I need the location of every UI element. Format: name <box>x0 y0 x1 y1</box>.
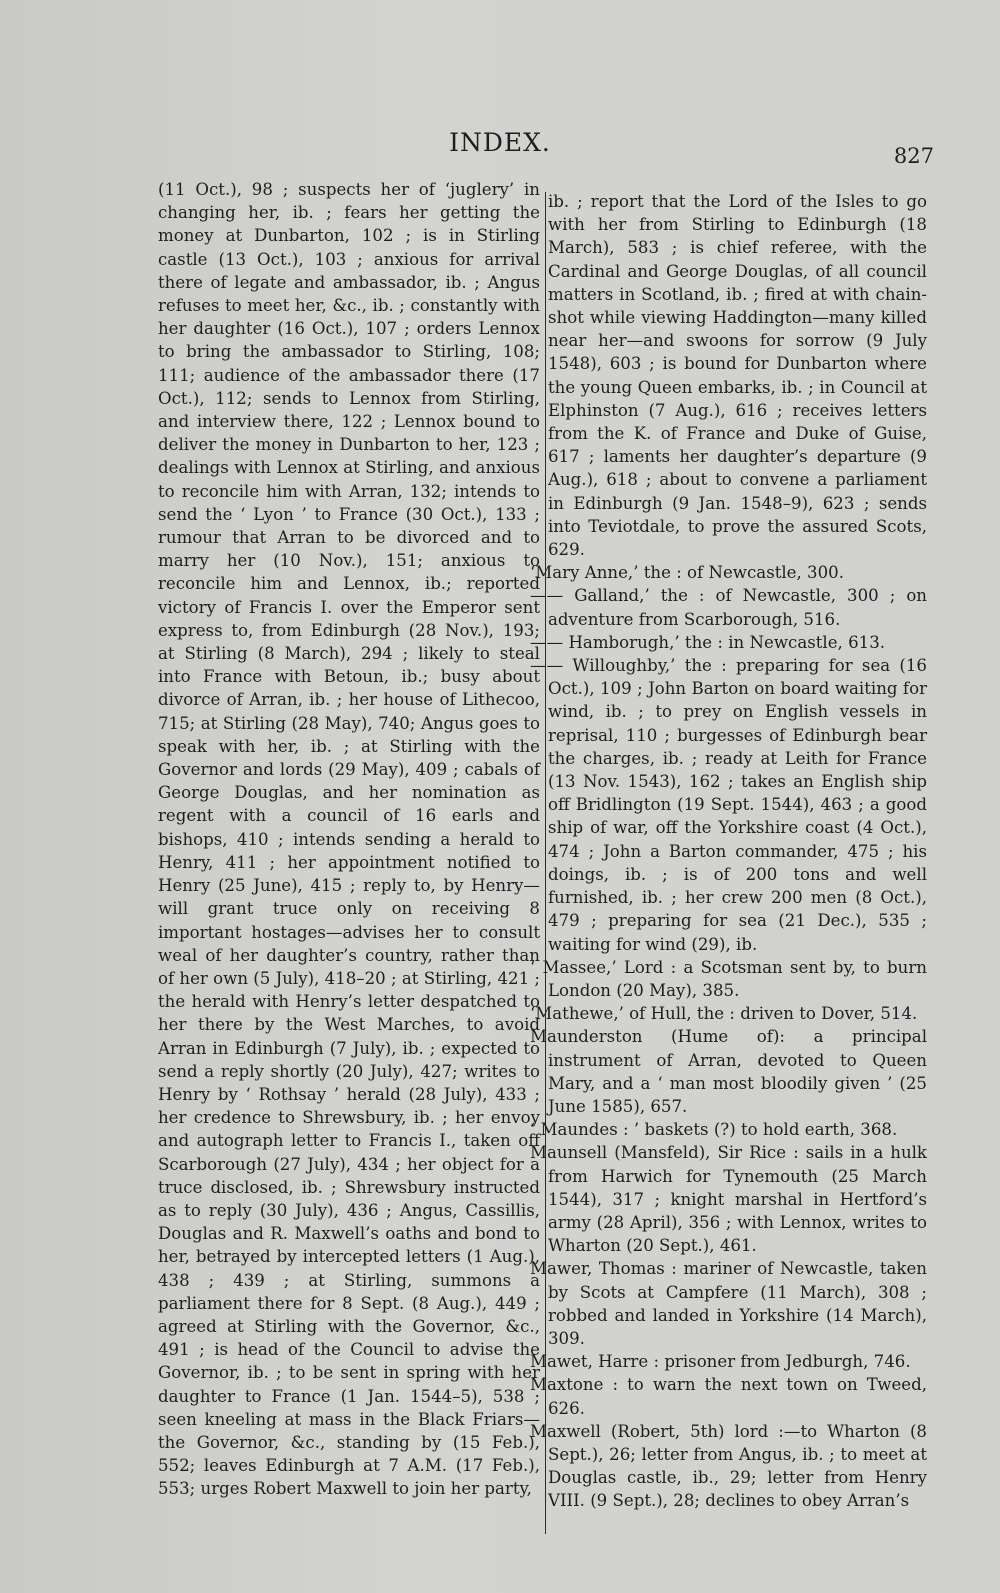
index-entry: —— Galland,’ the : of Newcastle, 300 ; on adventure from Scarborough, 516. <box>530 586 927 629</box>
page-number: 827 <box>893 144 934 168</box>
index-entry: ib. ; report that the Lord of the Isles to go with her from Stirling to Edinburgh (18 March), 583 ; is chief referee, with the Cardinal and George Douglas, of all council matters in Scotland, ib. ; fired at with chain-shot while viewing Haddington—many killed near her—and swoons for sorrow (9 July 1548), 603 ; is bound for Dunbarton where the young Queen embarks, ib. ; in Council at Elphinston (7 Aug.), 616 ; receives letters from the K. of France and Duke of Guise, 617 ; laments her daughter’s departure (9 Aug.), 618 ; about to convene a parliament in Edinburgh (9 Jan. 1548–9), 623 ; sends into Teviotdale, to prove the assured Scots, 629. <box>548 192 927 560</box>
left-column <box>158 178 540 1501</box>
index-entry: Mawer, Thomas : mariner of Newcastle, taken by Scots at Campfere (11 March), 308 ; robbed and landed in Yorkshire (14 March), 309. <box>530 1259 927 1348</box>
index-entry: Maunderston (Hume of): a principal instrument of Arran, devoted to Queen Mary, and a ‘ man most bloodily given ’ (25 June 1585), 657. <box>530 1027 927 1116</box>
index-entry: ‘Mary Anne,’ the : of Newcastle, 300. <box>530 563 845 583</box>
index-entry: ‘Mathewe,’ of Hull, the : driven to Dover, 514. <box>530 1004 918 1024</box>
index-entry: Mawet, Harre : prisoner from Jedburgh, 746. <box>530 1352 911 1372</box>
index-entry: Maunsell (Mansfeld), Sir Rice : sails in a hulk from Harwich for Tynemouth (25 March 1544), 317 ; knight marshal in Hertford’s army (28 April), 356 ; with Lennox, writes to Wharton (20 Sept.), 461. <box>530 1143 927 1256</box>
index-entry: —— Hamborugh,’ the : in Newcastle, 613. <box>530 632 886 652</box>
index-entry: ‘ Massee,’ Lord : a Scotsman sent by, to burn London (20 May), 385. <box>530 957 927 1000</box>
index-entry: —— Willoughby,’ the : preparing for sea (16 Oct.), 109 ; John Barton on board waiting for wind, ib. ; to prey on English vessels in reprisal, 110 ; burgesses of Edinburgh bear the charges, ib. ; ready at Leith for France (13 Nov. 1543), 162 ; takes an English ship off Bridlington (19 Sept. 1544), 463 ; a good ship of war, off the Yorkshire coast (4 Oct.), 474 ; John a Barton commander, 475 ; his doings, ib. ; is of 200 tons and well furnished, ib. ; her crew 200 men (8 Oct.), 479 ; preparing for sea (21 Dec.), 535 ; waiting for wind (29), ib. <box>530 656 927 954</box>
index-entry: ‘ Maundes : ’ baskets (?) to hold earth, 368. <box>530 1120 898 1140</box>
index-entry: Maxtone : to warn the next town on Tweed, 626. <box>530 1375 927 1418</box>
page-title: INDEX. <box>449 128 551 157</box>
right-column <box>530 190 927 1513</box>
index-entry: Maxwell (Robert, 5th) lord :—to Wharton (8 Sept.), 26; letter from Angus, ib. ; to meet at Douglas castle, ib., 29; letter from Henry VIII. (9 Sept.), 28; declines to obey Arran’s <box>530 1421 927 1511</box>
index-entry-continuation: (11 Oct.), 98 ; suspects her of ‘juglery’ in changing her, ib. ; fears her getting the money at Dunbarton, 102 ; is in Stirling castle (13 Oct.), 103 ; anxious for arrival there of legate and ambassador, ib. ; Angus refuses to meet her, &c., ib. ; constantly with her daughter (16 Oct.), 107 ; orders Lennox to bring the ambassador to Stirling, 108; 111; audience of the ambassador there (17 Oct.), 112; sends to Lennox from Stirling, and interview there, 122 ; Lennox bound to deliver the money in Dunbarton to her, 123 ; dealings with Lennox at Stirling, and anxious to reconcile him with Arran, 132; intends to send the ‘ Lyon ’ to France (30 Oct.), 133 ; rumour that Arran to be divorced and to marry her (10 Nov.), 151; anxious to reconcile him and Lennox, ib.; reported victory of Francis I. over the Emperor sent express to, from Edinburgh (28 Nov.), 193; at Stirling (8 March), 294 ; likely to steal into France with Betoun, ib.; busy about divorce of Arran, ib. ; her house of Lithecoo, 715; at Stirling (28 May), 740; Angus goes to speak with her, ib. ; at Stirling with the Governor and lords (29 May), 409 ; cabals of George Douglas, and her nomination as regent with a council of 16 earls and bishops, 410 ; intends sending a herald to Henry, 411 ; her appointment notified to Henry (25 June), 415 ; reply to, by Henry—will grant truce only on receiving 8 important hostages—advises her to consult weal of her daughter’s country, rather than of her own (5 July), 418–20 ; at Stirling, 421 ; the herald with Henry’s letter despatched to her there by the West Marches, to avoid Arran in Edinburgh (7 July), ib. ; expected to send a reply shortly (20 July), 427; writes to Henry by ‘ Rothsay ’ herald (28 July), 433 ; her credence to Shrewsbury, ib. ; her envoy and autograph letter to Francis I., taken off Scarborough (27 July), 434 ; her object for a truce disclosed, ib. ; Shrewsbury instructed as to reply (30 July), 436 ; Angus, Cassillis, Douglas and R. Maxwell’s oaths and bond to her, betrayed by intercepted letters (1 Aug.), 438 ; 439 ; at Stirling, summons a parliament there for 8 Sept. (8 Aug.), 449 ; agreed at Stirling with the Governor, &c., 491 ; is head of the Council to advise the Governor, ib. ; to be sent in spring with her daughter to France (1 Jan. 1544–5), 538 ; seen kneeling at mass in the Black Friars—the Governor, &c., standing by (15 Feb.), 552; leaves Edinburgh at 7 A.M. (17 Feb.), 553; urges Robert Maxwell to join her party, <box>158 180 540 1499</box>
